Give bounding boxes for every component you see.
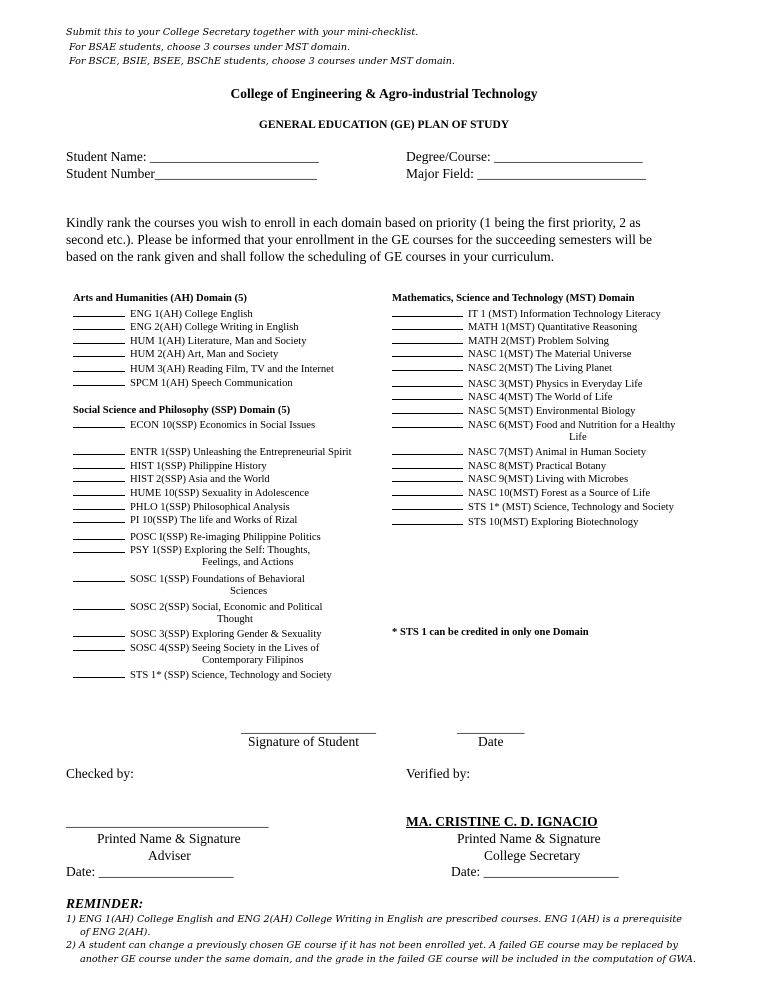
- reminder-line-1b: of ENG 2(AH).: [80, 927, 151, 938]
- instructions-line-1: Kindly rank the courses you wish to enroll in each domain based on priority (1 being the first priority, 2 as: [66, 215, 641, 230]
- date-label: Date: [478, 734, 504, 749]
- rank-input[interactable]: [73, 307, 125, 317]
- course-label: NASC 4(MST) The World of Life: [468, 392, 613, 403]
- course-row: [392, 472, 628, 486]
- course-row: [73, 445, 352, 459]
- rank-input[interactable]: [73, 572, 125, 582]
- course-row: [73, 627, 322, 641]
- verified-by-label: Verified by:: [406, 766, 471, 781]
- rank-input[interactable]: [73, 641, 125, 651]
- course-row: [73, 362, 334, 376]
- rank-input[interactable]: [392, 404, 463, 414]
- rank-input[interactable]: [392, 361, 463, 371]
- course-label: ENTR 1(SSP) Unleashing the Entrepreneurial Spirit: [130, 447, 352, 458]
- secretary-role: College Secretary: [484, 848, 581, 863]
- course-row: [392, 320, 637, 334]
- instructions-line-3: based on the rank given and shall follow the scheduling of GE courses in your curriculum.: [66, 249, 555, 264]
- rank-input[interactable]: [73, 668, 125, 678]
- course-label: SOSC 1(SSP) Foundations of Behavioral: [130, 574, 305, 585]
- course-row: [392, 377, 643, 391]
- rank-input[interactable]: [73, 600, 125, 610]
- instructions-line-2: second etc.). Please be informed that your enrollment in the GE courses for the succeeding semesters will be: [66, 232, 652, 247]
- rank-input[interactable]: [73, 362, 125, 372]
- course-row: [392, 486, 650, 500]
- rank-input[interactable]: [73, 513, 125, 523]
- date-line[interactable]: __________: [457, 720, 525, 735]
- rank-input[interactable]: [73, 347, 125, 357]
- course-row: [392, 334, 609, 348]
- course-label: SOSC 2(SSP) Social, Economic and Political: [130, 602, 323, 613]
- college-title: College of Engineering & Agro-industrial Technology: [230, 86, 538, 101]
- rank-input[interactable]: [392, 347, 463, 357]
- course-row: [392, 459, 606, 473]
- course-label: SPCM 1(AH) Speech Communication: [130, 378, 293, 389]
- rank-input[interactable]: [73, 418, 125, 428]
- course-label: STS 1* (MST) Science, Technology and Society: [468, 502, 674, 513]
- course-row: [73, 459, 267, 473]
- rank-input[interactable]: [392, 515, 463, 525]
- course-label: HUM 1(AH) Literature, Man and Society: [130, 336, 307, 347]
- course-label: PHLO 1(SSP) Philosophical Analysis: [130, 502, 290, 513]
- signature-of-student-label: Signature of Student: [248, 734, 359, 749]
- rank-input[interactable]: [392, 472, 463, 482]
- rank-input[interactable]: [73, 445, 125, 455]
- secretary-date-field[interactable]: Date: ____________________: [451, 864, 619, 879]
- checked-by-label: Checked by:: [66, 766, 134, 781]
- rank-input[interactable]: [73, 543, 125, 553]
- course-row: [392, 361, 612, 375]
- course-label: NASC 2(MST) The Living Planet: [468, 363, 612, 374]
- adviser-date-field[interactable]: Date: ____________________: [66, 864, 234, 879]
- rank-input[interactable]: [73, 376, 125, 386]
- student-name-field[interactable]: Student Name: _________________________: [66, 149, 319, 164]
- rank-input[interactable]: [392, 486, 463, 496]
- rank-input[interactable]: [392, 390, 463, 400]
- reminder-line-2b: another GE course under the same domain, and the grade in the failed GE course will be included in the computation of GWA.: [80, 954, 696, 965]
- course-label: NASC 9(MST) Living with Microbes: [468, 474, 629, 485]
- course-label-continuation: Contemporary Filipinos: [202, 655, 304, 666]
- secretary-name: MA. CRISTINE C. D. IGNACIO: [406, 814, 598, 829]
- course-label: MATH 2(MST) Problem Solving: [468, 336, 609, 347]
- bsae-note: For BSAE students, choose 3 courses under MST domain.: [69, 42, 351, 53]
- student-number-field[interactable]: Student Number________________________: [66, 166, 317, 181]
- course-row: [73, 600, 322, 614]
- course-label: NASC 8(MST) Practical Botany: [468, 461, 606, 472]
- course-row: [392, 307, 661, 321]
- adviser-role: Adviser: [148, 848, 191, 863]
- course-row: [73, 307, 253, 321]
- course-label: HUM 2(AH) Art, Man and Society: [130, 349, 279, 360]
- student-signature-line[interactable]: ____________________: [241, 720, 376, 735]
- course-label-continuation: Thought: [217, 614, 253, 625]
- submit-note: Submit this to your College Secretary together with your mini-checklist.: [66, 27, 419, 38]
- sts-footnote: * STS 1 can be credited in only one Domain: [392, 627, 589, 638]
- course-row: [73, 347, 278, 361]
- course-row: [73, 668, 332, 682]
- course-label: NASC 3(MST) Physics in Everyday Life: [468, 379, 643, 390]
- course-label: STS 10(MST) Exploring Biotechnology: [468, 517, 639, 528]
- course-label: NASC 5(MST) Environmental Biology: [468, 406, 636, 417]
- course-label: ENG 1(AH) College English: [130, 309, 253, 320]
- mst-domain-heading: Mathematics, Science and Technology (MST) Domain: [392, 293, 635, 304]
- course-label-continuation: Life: [569, 432, 587, 443]
- rank-input[interactable]: [73, 334, 125, 344]
- ssp-domain-heading: Social Science and Philosophy (SSP) Domain (5): [73, 405, 291, 416]
- rank-input[interactable]: [73, 500, 125, 510]
- reminder-line-1: 1) ENG 1(AH) College English and ENG 2(AH) College Writing in English are prescribed courses. ENG 1(AH) is a prerequisite: [66, 914, 682, 925]
- course-row: [392, 390, 612, 404]
- course-label: HUM 3(AH) Reading Film, TV and the Internet: [130, 364, 334, 375]
- major-field[interactable]: Major Field: _________________________: [406, 166, 646, 181]
- course-row: [73, 320, 299, 334]
- course-row: [73, 500, 290, 514]
- rank-input[interactable]: [73, 486, 125, 496]
- course-row: [73, 530, 321, 544]
- course-label: ENG 2(AH) College Writing in English: [130, 322, 299, 333]
- rank-input[interactable]: [392, 334, 463, 344]
- ah-domain-heading: Arts and Humanities (AH) Domain (5): [73, 293, 247, 304]
- rank-input[interactable]: [392, 307, 463, 317]
- course-row: [73, 486, 309, 500]
- course-label: HIST 1(SSP) Philippine History: [130, 461, 267, 472]
- course-label: HUME 10(SSP) Sexuality in Adolescence: [130, 488, 309, 499]
- course-label: HIST 2(SSP) Asia and the World: [130, 474, 270, 485]
- rank-input[interactable]: [73, 459, 125, 469]
- course-label: NASC 1(MST) The Material Universe: [468, 349, 632, 360]
- course-row: [392, 418, 675, 432]
- course-label: SOSC 3(SSP) Exploring Gender & Sexuality: [130, 629, 322, 640]
- rank-input[interactable]: [392, 445, 463, 455]
- degree-course-field[interactable]: Degree/Course: ______________________: [406, 149, 643, 164]
- rank-input[interactable]: [392, 500, 463, 510]
- course-label: POSC I(SSP) Re-imaging Philippine Politics: [130, 532, 321, 543]
- course-row: [392, 515, 638, 529]
- course-row: [73, 418, 315, 432]
- course-row: [73, 572, 305, 586]
- rank-input[interactable]: [392, 459, 463, 469]
- course-label: ECON 10(SSP) Economics in Social Issues: [130, 420, 316, 431]
- course-row: [73, 334, 307, 348]
- reminder-title: REMINDER:: [66, 896, 144, 911]
- course-label: PI 10(SSP) The life and Works of Rizal: [130, 515, 298, 526]
- rank-input[interactable]: [392, 320, 463, 330]
- plan-title: GENERAL EDUCATION (GE) PLAN OF STUDY: [258, 119, 510, 131]
- rank-input[interactable]: [73, 627, 125, 637]
- adviser-signature-line[interactable]: ______________________________: [66, 814, 269, 829]
- adviser-printed-name-label: Printed Name & Signature: [97, 831, 241, 846]
- course-row: [73, 472, 270, 486]
- rank-input[interactable]: [73, 472, 125, 482]
- rank-input[interactable]: [392, 418, 463, 428]
- course-label: MATH 1(MST) Quantitative Reasoning: [468, 322, 638, 333]
- course-row: [392, 347, 631, 361]
- course-row: [392, 500, 674, 514]
- course-row: [392, 445, 646, 459]
- reminder-line-2: 2) A student can change a previously chosen GE course if it has not been enrolled yet. A failed GE course may be replaced by: [66, 940, 678, 951]
- secretary-printed-name-label: Printed Name & Signature: [457, 831, 601, 846]
- rank-input[interactable]: [392, 377, 463, 387]
- course-row: [392, 404, 635, 418]
- course-label-continuation: Sciences: [230, 586, 268, 597]
- course-label-continuation: Feelings, and Actions: [202, 557, 294, 568]
- course-label: NASC 6(MST) Food and Nutrition for a Healthy: [468, 420, 676, 431]
- rank-input[interactable]: [73, 320, 125, 330]
- bsce-note: For BSCE, BSIE, BSEE, BSChE students, choose 3 courses under MST domain.: [69, 56, 455, 67]
- course-row: [73, 376, 293, 390]
- course-row: [73, 641, 319, 655]
- course-row: [73, 513, 297, 527]
- rank-input[interactable]: [73, 530, 125, 540]
- course-label: IT 1 (MST) Information Technology Literacy: [468, 309, 661, 320]
- course-label: NASC 10(MST) Forest as a Source of Life: [468, 488, 651, 499]
- course-label: STS 1* (SSP) Science, Technology and Society: [130, 670, 332, 681]
- course-row: [73, 543, 310, 557]
- course-label: NASC 7(MST) Animal in Human Society: [468, 447, 647, 458]
- course-label: SOSC 4(SSP) Seeing Society in the Lives of: [130, 643, 320, 654]
- course-label: PSY 1(SSP) Exploring the Self: Thoughts,: [130, 545, 311, 556]
